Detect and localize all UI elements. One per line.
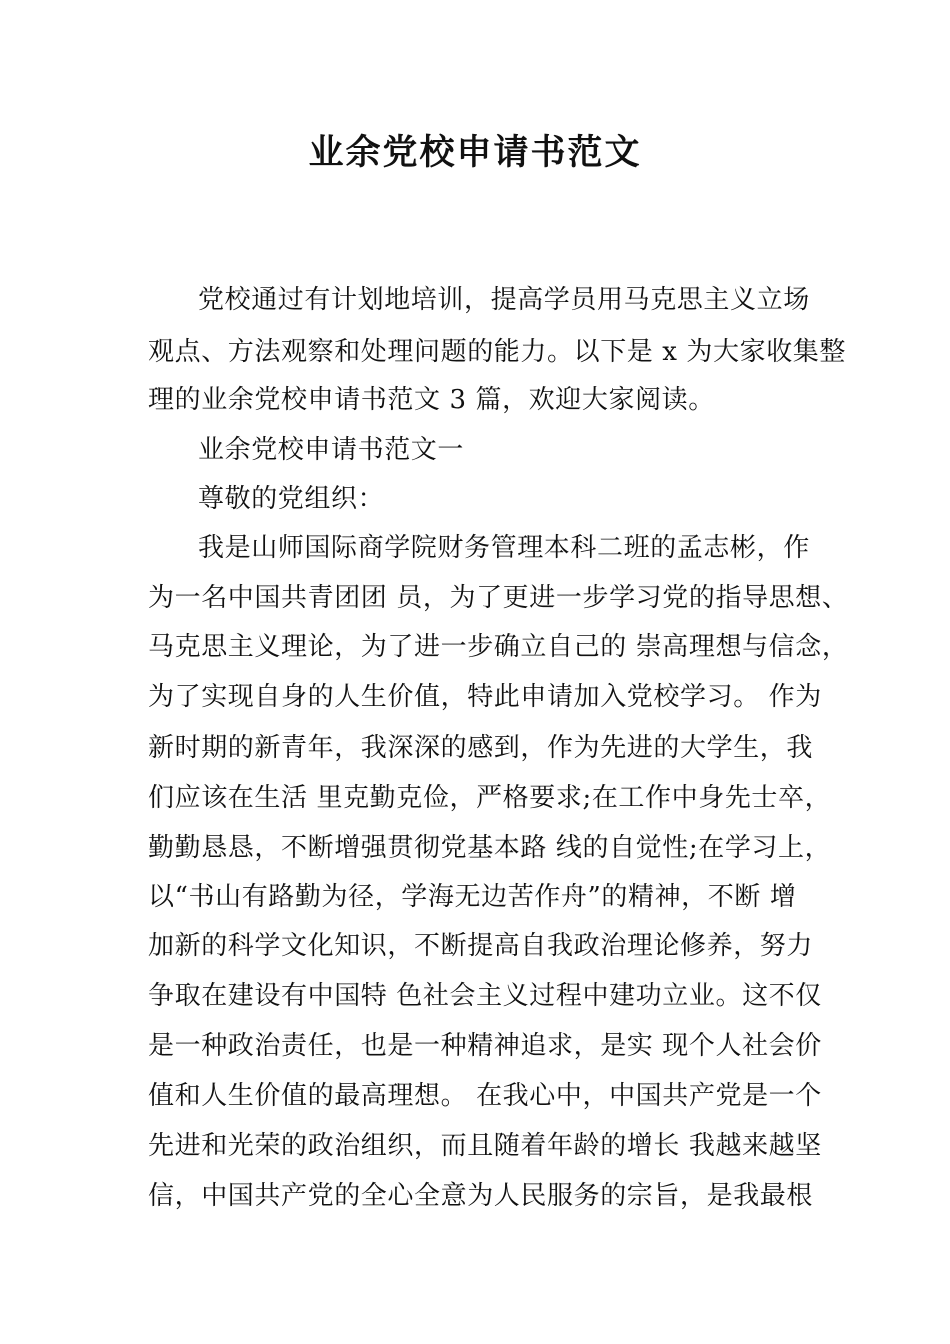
body-line-5: 新时期的新青年，我深深的感到，作为先进的大学生，我 (148, 733, 814, 763)
body-line-11: 是一种政治责任，也是一种精神追求，是实 现个人社会价 (148, 1031, 822, 1061)
body-line-4: 为了实现自身的人生价值，特此申请加入党校学习。 作为 (148, 682, 822, 712)
section-heading: 业余党校申请书范文一 (198, 435, 465, 465)
intro-line-1: 党校通过有计划地培训，提高学员用马克思主义立场 (198, 285, 810, 315)
body-line-13: 先进和光荣的政治组织，而且随着年龄的增长 我越来越坚 (148, 1131, 822, 1161)
body-line-8: 以“书山有路勤为径，学海无边苦作舟”的精神，不断 增 (148, 882, 797, 912)
body-line-7: 勤勤恳恳，不断增强贯彻党基本路 线的自觉性;在学习上， (148, 833, 832, 863)
body-line-3: 马克思主义理论，为了进一步确立自己的 崇高理想与信念， (148, 632, 849, 662)
body-line-2: 为一名中国共青团团 员，为了更进一步学习党的指导思想、 (148, 583, 849, 613)
intro-line-3: 理的业余党校申请书范文 3 篇，欢迎大家阅读。 (148, 385, 715, 415)
body-line-9: 加新的科学文化知识，不断提高自我政治理论修养，努力 (148, 931, 814, 961)
salutation: 尊敬的党组织： (198, 484, 385, 514)
document-title: 业余党校申请书范文 (308, 133, 642, 173)
body-line-6: 们应该在生活 里克勤克俭，严格要求;在工作中身先士卒， (148, 783, 832, 813)
body-line-12: 值和人生价值的最高理想。 在我心中，中国共产党是一个 (148, 1081, 822, 1111)
body-line-1: 我是山师国际商学院财务管理本科二班的孟志彬，作 (198, 533, 810, 563)
intro-line-2: 观点、方法观察和处理问题的能力。以下是 x 为大家收集整 (148, 337, 846, 367)
body-line-10: 争取在建设有中国特 色社会主义过程中建功立业。这不仅 (148, 981, 822, 1011)
body-line-14: 信，中国共产党的全心全意为人民服务的宗旨，是我最根 (148, 1181, 814, 1211)
